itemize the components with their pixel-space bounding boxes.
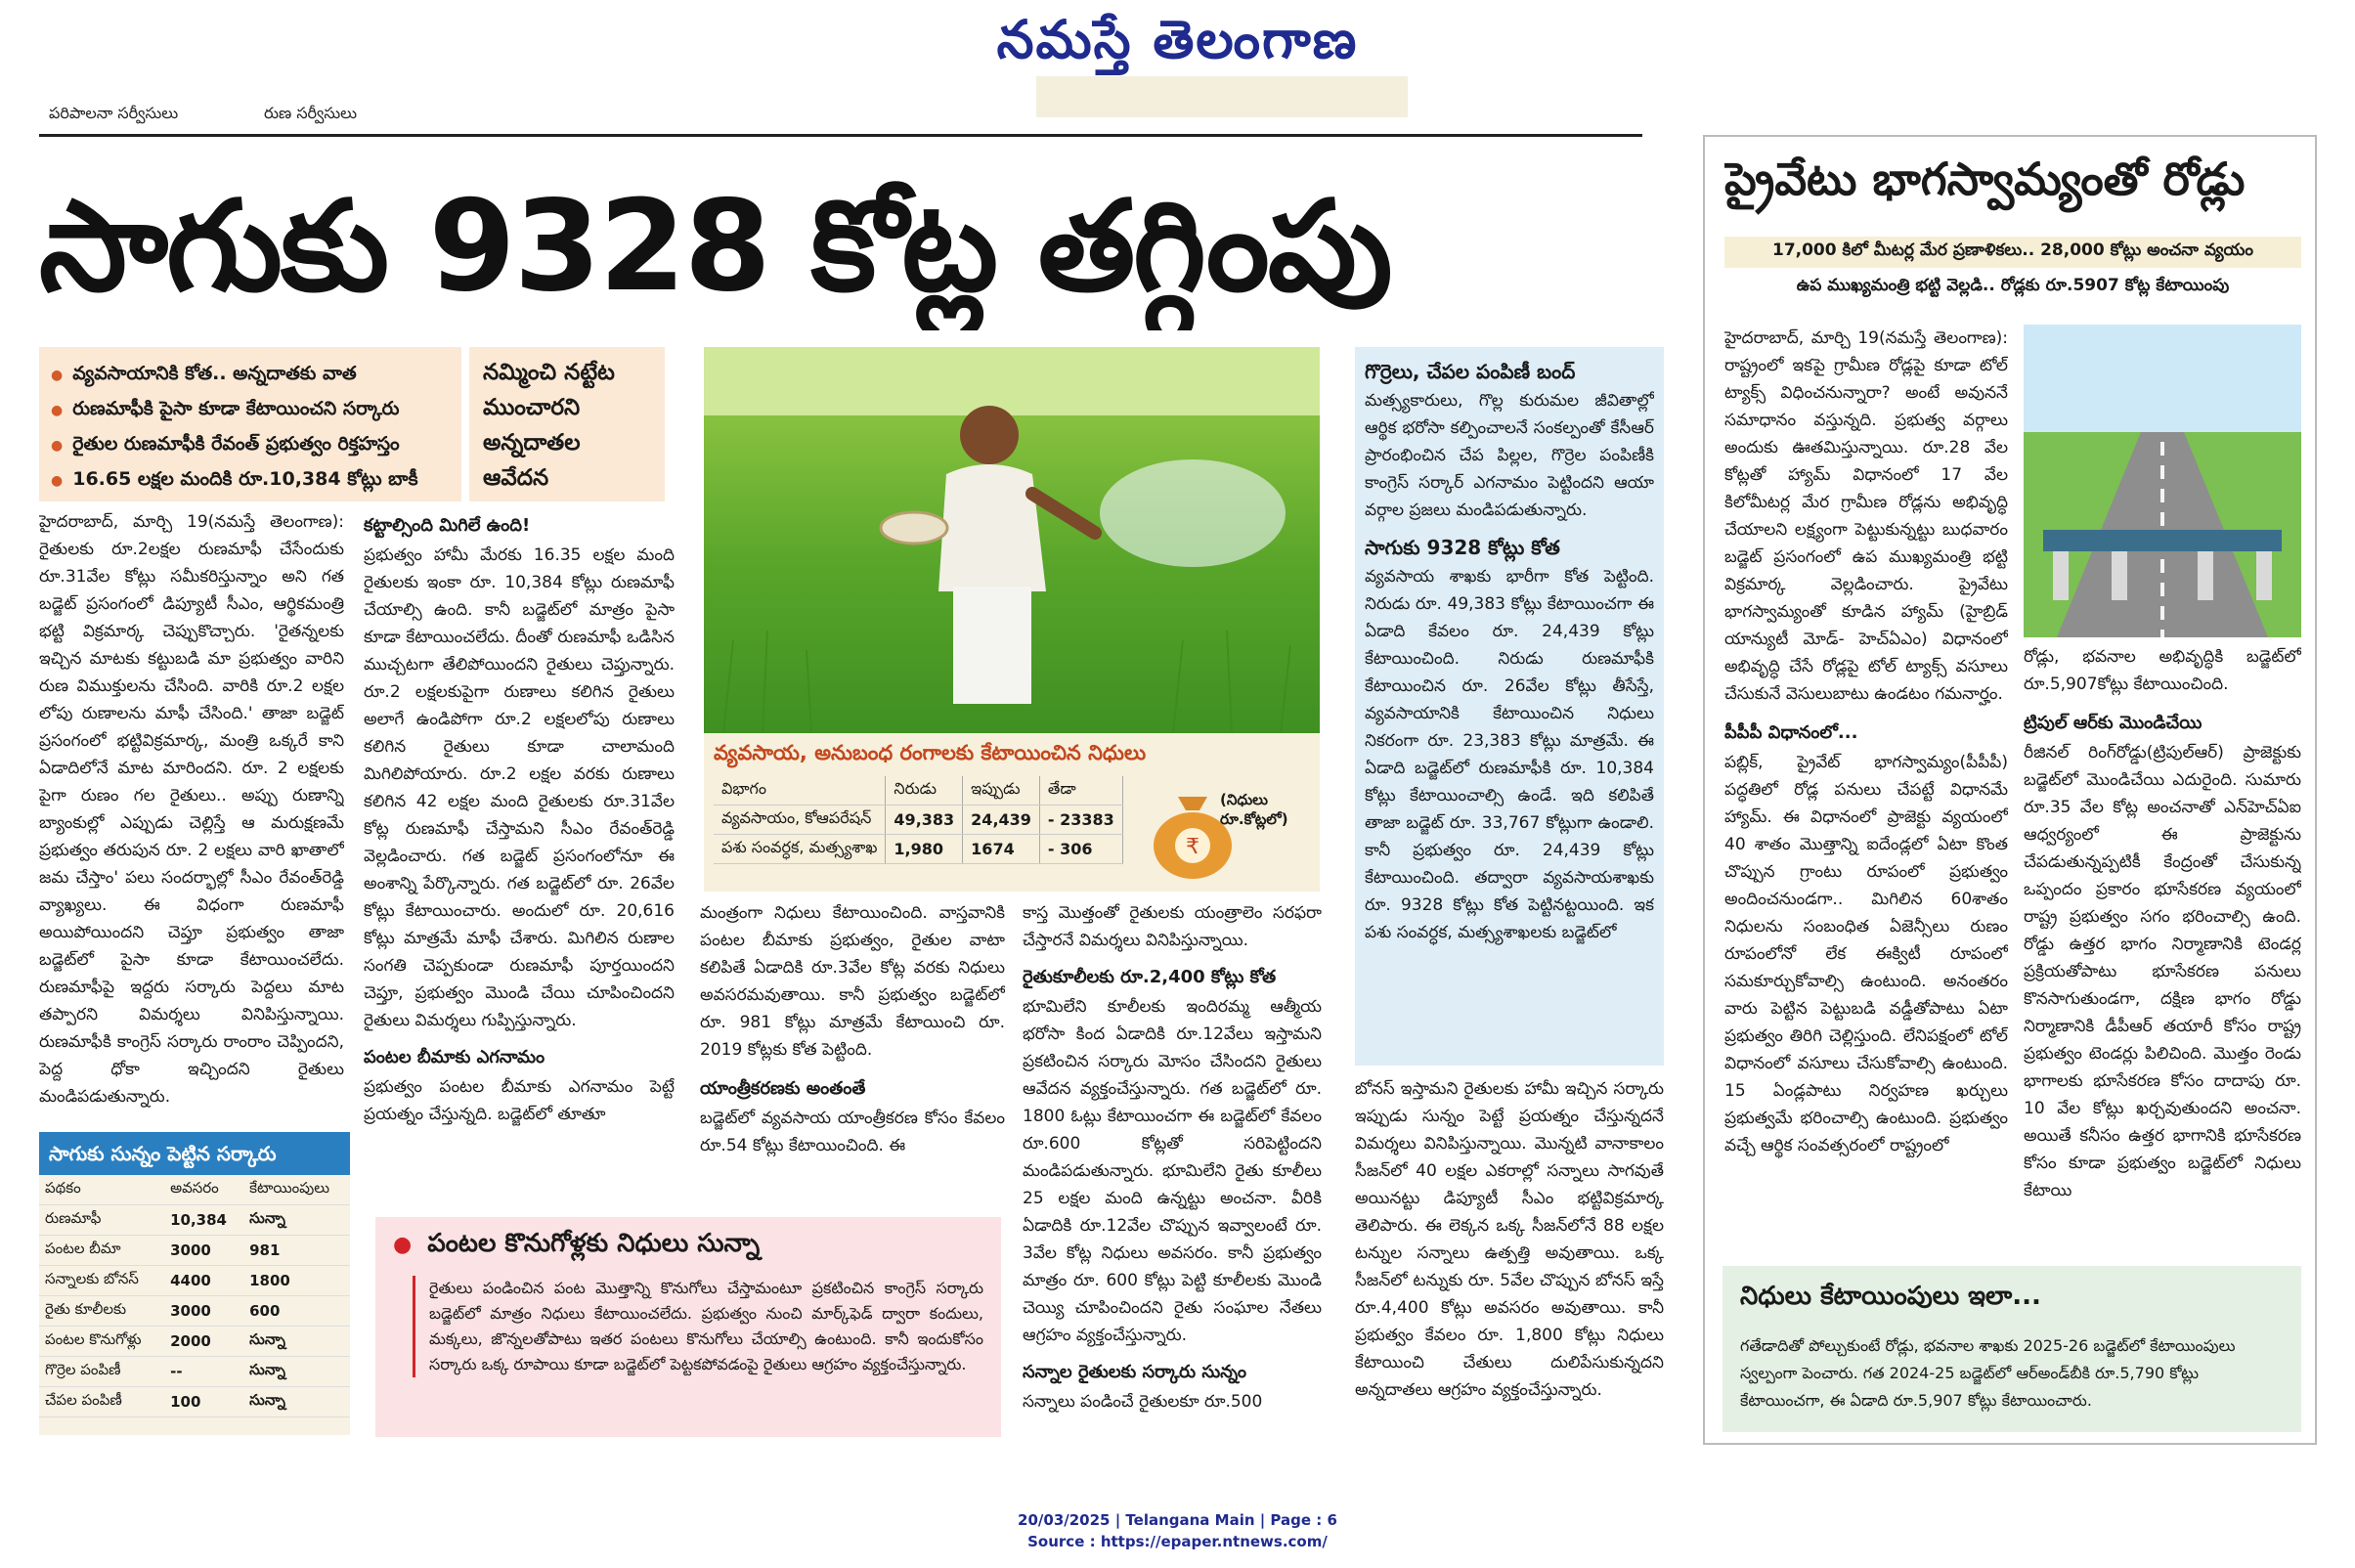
roads-story-title: ప్రైవేటు భాగస్వామ్యంతో రోడ్లు [1724, 152, 2246, 205]
column-text: సన్నాలు పండించే రైతులకూ రూ.500 [1023, 1392, 1263, 1412]
table-cell: సున్నా [243, 1327, 350, 1357]
table-header: విభాగం [714, 776, 886, 806]
masthead-title: నమస్తే తెలంగాణ [996, 8, 1359, 70]
article-column-4 [1023, 899, 1322, 1442]
road-illustration-graphic [2024, 325, 2301, 637]
bullet-item: ● వ్యవసాయానికి కోత.. అన్నదాతకు వాత [51, 357, 450, 392]
table-cell: 3000 [164, 1296, 243, 1327]
column-text: ప్రభుత్వం పంటల బీమాకు ఎగనామం పెట్టే ప్రయత్నం చేస్తున్నది. బడ్జెట్‌లో తూతూ [364, 1077, 675, 1124]
table-cell: 49,383 [886, 806, 963, 835]
allocations-title: నిధులు కేటాయింపులు ఇలా... [1740, 1282, 2041, 1311]
top-strip-shade [1036, 76, 1408, 117]
article-column-5: బోనస్ ఇస్తామని రైతులకు హామీ ఇచ్చిన సర్కారు ఇప్పుడు సున్నం పెట్టే ప్రయత్నం చేస్తున్నదనే విమర్శలు వినిపిస్తున్నాయి. మొన్నటి వానాకాలం సీజన్‌లో 40 లక్షల ఎకరాల్లో సన్నాలు సాగవుతే అయినట్టు డిప్యూటీ సీఎం భట్టివిక్రమార్క తెలిపారు. ఈ లెక్కన ఒక్క సీజన్‌లోనే 88 లక్షల టన్నుల సన్నాలు ఉత్పత్తి అవుతాయి. ఒక్క సీజన్‌లో టన్నుకు రూ. 5వేల చొప్పున బోనస్ ఇస్తే రూ.4,400 కోట్లు అవసరం అవుతాయి. కానీ ప్రభుత్వం కేవలం రూ. 1,800 కోట్లు నిధులు కేటాయించి చేతులు దులిపేసుకున్నదని అన్నదాతలు ఆగ్రహం వ్యక్తంచేస్తున్నారు. [1355, 1079, 1664, 1400]
table-header: నిరుడు [886, 776, 963, 806]
table-cell: గొర్రెల పంపిణీ [39, 1357, 164, 1387]
table-cell: 24,439 [963, 806, 1040, 835]
table-cell: రుణమాఫీ [39, 1205, 164, 1236]
article-column-1: హైదరాబాద్, మార్చి 19(నమస్తే తెలంగాణ): రైతులకు రూ.2లక్షల రుణమాఫీ చేసేందుకు రూ.31వేల కోట్లు సమీకరిస్తున్నాం అని గత బడ్జెట్ ప్రసంగంలో డిప్యూటీ సీఎం, ఆర్థికమంత్రి భట్టి విక్రమార్క చెప్పుకొచ్చారు. 'రైతన్నలకు ఇచ్చిన మాటకు కట్టుబడి మా ప్రభుత్వం వారిని రుణ విముక్తులను చేసింది. వారికి రూ.2 లక్షల లోపు రుణాలను మాఫీ చేసింది.' తాజా బడ్జెట్ ప్రసంగంలో భట్టివిక్రమార్క, మంత్రి ఒక్కరే కాని ఏడాదిలోనే మాట మారిందని. రూ. 2 లక్షలకు పైగా రుణం గల రైతులు.. అప్పు రుణాన్ని బ్యాంకుల్లో ఎప్పుడు చెల్లిస్తే ఆ మరుక్షణమే ప్రభుత్వం తరుపున రూ. 2 లక్షలు వారి ఖాతాలో జమ చేస్తాం' పలు సందర్భాల్లో సీఎం రేవంత్‌రెడ్డి వ్యాఖ్యలు. ఈ విధంగా రుణమాఫీ అయిపోయిందని చెప్తూ ప్రభుత్వం తాజా బడ్జెట్‌లో పైసా కూడా కేటాయించలేదు. రుణమాఫీపై ఇద్దరు సర్కారు పెద్దలు మాట తప్పారని విమర్శలు వినిపిస్తున్నాయి. రుణమాఫీకి కాంగ్రెస్ సర్కారు రాంరాం చెప్పిందని, పెద్ద ధోకా ఇచ్చిందని రైతులు మండిపడుతున్నారు. [39, 512, 344, 1107]
subhead: పీపీపీ విధానంలో... [1724, 722, 1858, 743]
table-cell: పంటల బీమా [39, 1236, 164, 1266]
farmer-illustration [704, 347, 1320, 733]
blue-sidebar-text [1365, 354, 1654, 1060]
top-strip-label-2: రుణ సర్వీసులు [264, 104, 358, 122]
table-cell: 1674 [963, 835, 1040, 864]
table-cell: సున్నా [243, 1357, 350, 1387]
table-row [39, 1387, 350, 1417]
table-cell: చేపల పంపిణీ [39, 1387, 164, 1417]
subhead: యాంత్రీకరణకు అంతంతే [700, 1078, 866, 1099]
svg-text:₹: ₹ [1186, 835, 1199, 859]
masthead [0, 8, 2355, 84]
table-header-row [714, 776, 1122, 806]
table-row [39, 1236, 350, 1266]
column-text: హైదరాబాద్, మార్చి 19(నమస్తే తెలంగాణ): రాష్ట్రంలో ఇకపై గ్రామీణ రోడ్లపై కూడా టోల్ ట్యాక్స్ విధించనున్నారా? అంటే అవుననే సమాధానం వస్తున్నది. ప్రభుత్వ వర్గాలు అందుకు ఊతమిస్తున్నాయి. రూ.28 వేల కోట్లతో హ్యామ్ విధానంలో 17 వేల కిలోమీటర్ల మేర గ్రామీణ రోడ్లను అభివృద్ధి చేయాలని లక్ష్యంగా పెట్టుకున్నట్టు బుధవారం బడ్జెట్ ప్రసంగంలో ఉప ముఖ్యమంత్రి భట్టి విక్రమార్క వెల్లడించారు. ప్రైవేటు భాగస్వామ్యంతో కూడిన హ్యామ్ (హైబ్రిడ్ యాన్యుటీ మోడ్- హెచ్ఏఎం) విధానంలో అభివృద్ధి చేసే రోడ్లపై టోల్ ట్యాక్స్ వసూలు చేసుకునే వెసులుబాటు ఉండటం గమనార్హం. [1724, 328, 2008, 704]
table-cell: 10,384 [164, 1205, 243, 1236]
table-cell: వ్యవసాయం, కోఆపరేషన్ [714, 806, 886, 835]
table-cell: 981 [243, 1236, 350, 1266]
allocation-table [714, 776, 1123, 864]
table-cell: 2000 [164, 1327, 243, 1357]
unit-note: (నిధులు రూ.కోట్లలో) [1220, 791, 1288, 828]
top-strip [39, 76, 1642, 137]
table-row [714, 806, 1122, 835]
crop-procurement-box [375, 1217, 1001, 1437]
table-row [39, 1205, 350, 1236]
column-text: ప్రభుత్వం హామీ మేరకు 16.35 లక్షల మంది రైతులకు ఇంకా రూ. 10,384 కోట్లు రుణమాఫీ చేయాల్సి ఉంది. కానీ బడ్జెట్‌లో మాత్రం పైసా కూడా కేటాయించలేదు. దీంతో రుణమాఫీ ఒడిసిన ముచ్చటగా తేలిపోయిందని రైతులు చెప్తున్నారు. రూ.2 లక్షలకుపైగా రుణాలు కలిగిన రైతులు అలాగే ఉండిపోగా రూ.2 లక్షలలోపు రుణాలు కలిగిన రైతులు కూడా చాలామంది మిగిలిపోయారు. రూ.2 లక్షల వరకు రుణాలు కలిగిన 42 లక్షల మంది రైతులకు రూ.31వేల కోట్ల రుణమాఫీ చేస్తామని సీఎం రేవంత్‌రెడ్డి వెల్లడించారు. గత బడ్జెట్ ప్రసంగంలోనూ ఈ అంశాన్ని పేర్కొన్నారు. గత బడ్జెట్‌లో రూ. 26వేల కోట్లు కేటాయించారు. అందులో రూ. 20,616 కోట్లు మాత్రమే మాఫీ చేశారు. మిగిలిన రుణాల సంగతి చెప్పకుండా రుణమాఫీ పూర్తయిందని చెప్తూ, ప్రభుత్వం మొండి చేయి చూపించిందని రైతులు విమర్శలు గుప్పిస్తున్నారు. [364, 545, 675, 1030]
crop-procurement-text: రైతులు పండించిన పంట మొత్తాన్ని కొనుగోలు చేస్తామంటూ ప్రకటించిన కాంగ్రెస్ సర్కారు బడ్జెట్‌లో మాత్రం నిధులు కేటాయించలేదు. ప్రభుత్వం నుంచి మార్క్‌ఫెడ్ ద్వారా కందులు, మక్కలు, జొన్నలతోపాటు ఇతర పంటలు కొనుగోలు చేయాల్సి ఉంటుంది. కానీ ఇందుకోసం సర్కారు ఒక్క రూపాయి కూడా బడ్జెట్‌లో పెట్టకపోవడంపై రైతులు ఆగ్రహం వ్యక్తంచేస్తున్నారు. [413, 1276, 983, 1377]
roads-column-1 [1724, 325, 2008, 1263]
footer-date-line: 20/03/2025 | Telangana Main | Page : 6 [1018, 1511, 1337, 1529]
subhead: సాగుకు 9328 కోట్లు కోత [1365, 536, 1560, 559]
allocations-box [1723, 1266, 2301, 1432]
column-text: పబ్లిక్, ప్రైవేట్ భాగస్వామ్యం(పీపీపీ) పద్ధతిలో రోడ్ల పనులు చేపట్టే విధానమే హ్యామ్. ఈ విధానంలో ప్రాజెక్టు వ్యయంలో 40 శాతం మొత్తాన్ని ఐదేండ్లలో ఏటా కొంత చొప్పున గ్రాంటు రూపంలో ప్రభుత్వం అందించనుండగా.. మిగిలిన 60శాతం నిధులను సంబంధిత ఏజెన్సీలు రుణం రూపంలోనో లేక ఈక్విటీ రూపంలో సమకూర్చుకోవాల్సి ఉంటుంది. అనంతరం వారు పెట్టిన పెట్టుబడి వడ్డీతోపాటు ఏటా ప్రభుత్వం తిరిగి చెల్లిస్తుంది. లేనిపక్షంలో టోల్ విధానంలో వసూలు చేసుకోవాల్సి ఉంటుంది. 15 ఏండ్లపాటు నిర్వహణ ఖర్చులు ప్రభుత్వమే భరించాల్సి ఉంటుంది. ప్రభుత్వం వచ్చే ఆర్థిక సంవత్సరంలో రాష్ట్రంలో [1724, 753, 2008, 1155]
subhead: కట్టాల్సింది మిగిలే ఉంది! [364, 515, 531, 536]
bullet-item: ● 16.65 లక్షల మందికి రూ.10,384 కోట్లు బాకీ [51, 462, 450, 498]
table-cell: 1,980 [886, 835, 963, 864]
table-header: కేటాయింపులు [243, 1175, 350, 1205]
table-header-row [39, 1175, 350, 1205]
table-cell: 1800 [243, 1266, 350, 1296]
table-cell: 600 [243, 1296, 350, 1327]
budget-cut-table [39, 1132, 350, 1435]
table-cell: 3000 [164, 1236, 243, 1266]
subhead: గొర్రెలు, చేపల పంపిణీ బంద్ [1365, 360, 1576, 383]
top-strip-label-1: పరిపాలనా సర్వీసులు [49, 104, 179, 122]
column-text: కాస్త మొత్తంతో రైతులకు యంత్రాలెం సరఫరా చేస్తారనే విమర్శలు వినిపిస్తున్నాయి. [1023, 903, 1322, 950]
column-text: భూమిలేని కూలీలకు ఇందిరమ్మ ఆత్మీయ భరోసా కింద ఏడాదికి రూ.12వేలు ఇస్తామని ప్రకటించిన సర్కారు మోసం చేసిందని రైతులు ఆవేదన వ్యక్తంచేస్తున్నారు. గత బడ్జెట్‌లో రూ. 1800 ఓట్లు కేటాయించగా ఈ బడ్జెట్‌లో కేవలం రూ.600 కోట్లతో సరిపెట్టిందని మండిపడుతున్నారు. భూమిలేని రైతు కూలీలు 25 లక్షల మంది ఉన్నట్టు అంచనా. వీరికి ఏడాదికి రూ.12వేల చొప్పున ఇవ్వాలంటే రూ. 3వేల కోట్ల నిధులు అవసరం. కానీ ప్రభుత్వం మాత్రం రూ. 600 కోట్లు పెట్టి కూలీలకు మొండి చెయ్యి చూపించిందని రైతు సంఘాల నేతలు ఆగ్రహం వ్యక్తంచేస్తున్నారు. [1023, 997, 1322, 1345]
table-cell: పంటల కొనుగోళ్లు [39, 1327, 164, 1357]
road-toll-illustration [2024, 325, 2301, 637]
allocation-table-title: వ్యవసాయ, అనుబంధ రంగాలకు కేటాయించిన నిధులు [714, 741, 1147, 764]
column-text: బడ్జెట్‌లో వ్యవసాయ యాంత్రీకరణ కోసం కేవలం రూ.54 కోట్లు కేటాయించింది. ఈ [700, 1109, 1005, 1155]
table-header: అవసరం [164, 1175, 243, 1205]
table-row [39, 1327, 350, 1357]
table-cell: సున్నా [243, 1205, 350, 1236]
article-column-2 [364, 508, 675, 1207]
table-cell: - 23383 [1039, 806, 1122, 835]
roads-story-box [1703, 135, 2317, 1445]
table-cell: - 306 [1039, 835, 1122, 864]
money-bag-icon [1139, 777, 1246, 885]
roads-story-subtitle-1: 17,000 కిలో మీటర్ల మేర ప్రణాళికలు.. 28,000 కోట్లు అంచనా వ్యయం [1724, 237, 2301, 268]
subhead: పంటల బీమాకు ఎగనామం [364, 1047, 545, 1067]
table-header: తేడా [1039, 776, 1122, 806]
budget-cut-grid [39, 1175, 350, 1417]
column-text: రీజినల్ రింగ్‌రోడ్డు(ట్రిపుల్‌ఆర్) ప్రాజెక్టుకు బడ్జెట్‌లో మొండిచేయి ఎదురైంది. సుమారు రూ.35 వేల కోట్ల అంచనాతో ఎన్‌హెచ్ఏఐ ఆధ్వర్యంలో ఈ ప్రాజెక్టును చేపడుతున్నప్పటికీ కేంద్రంతో చేసుకున్న ఒప్పందం ప్రకారం భూసేకరణ వ్యయంలో రాష్ట్ర ప్రభుత్వం సగం భరించాల్సి ఉంది. రోడ్డు ఉత్తర భాగం నిర్మాణానికి టెండర్ల ప్రక్రియతోపాటు భూసేకరణ పనులు కొనసాగుతుండగా, దక్షిణ భాగం రోడ్డు నిర్మాణానికి డీపీఆర్ తయారీ కోసం రాష్ట్ర ప్రభుత్వం టెండర్లు పిలిచింది. మొత్తం రెండు భాగాలకు భూసేకరణ కోసం దాదాపు రూ. 10 వేల కోట్లు ఖర్చవుతుందని అంచనా. అయితే కనీసం ఉత్తర భాగానికి భూసేకరణ కోసం కూడా ప్రభుత్వం బడ్జెట్‌లో నిధులు కేటాయి [2024, 743, 2301, 1200]
column-text: వ్యవసాయ శాఖకు భారీగా కోత పెట్టింది. నిరుడు రూ. 49,383 కోట్లు కేటాయించగా ఈ ఏడాది కేవలం రూ. 24,439 కోట్లు కేటాయించింది. నిరుడు రుణమాఫీకి కేటాయించిన రూ. 26వేల కోట్లు తీసేస్తే, వ్యవసాయానికి కేటాయించిన నిధులు నికరంగా రూ. 23,383 కోట్లు మాత్రమే. ఈ ఏడాది బడ్జెట్‌లో రుణమాఫీకి రూ. 10,384 కోట్లు కేటాయించాల్సి ఉండే. ఇది కలిపితే తాజా బడ్జెట్ రూ. 33,767 కోట్లుగా ఉండాలి. కానీ ప్రభుత్వం రూ. 24,439 కోట్లు కేటాయించింది. తద్వారా వ్యవసాయశాఖకు రూ. 9328 కోట్లు కోత పెట్టినట్టయింది. ఇక పశు సంవర్ధక, మత్స్యశాఖలకు బడ్జెట్‌లో [1365, 567, 1654, 942]
roads-story-subtitle-2: ఉప ముఖ్యమంత్రి భట్టి వెల్లడి.. రోడ్లకు రూ.5907 కోట్ల కేటాయింపు [1796, 276, 2230, 295]
table-row [39, 1266, 350, 1296]
roads-column-2 [2024, 643, 2301, 1263]
table-cell: -- [164, 1357, 243, 1387]
table-header: పథకం [39, 1175, 164, 1205]
table-row [39, 1357, 350, 1387]
table-cell: రైతు కూలీలకు [39, 1296, 164, 1327]
bullet-item: ● రైతుల రుణమాఫీకి రేవంత్ ప్రభుత్వం రిక్తహస్తం [51, 427, 450, 462]
article-column-3 [700, 899, 1005, 1212]
subhead: ట్రిపుల్ ఆర్‌కు మొండిచేయి [2024, 713, 2202, 733]
column-text: మత్స్యకారులు, గొల్ల కురుమల జీవితాల్లో ఆర్థిక భరోసా కల్పించాలనే సంకల్పంతో కేసీఆర్ ప్రారంభించిన చేప పిల్లల, గొర్రెల పంపిణీకి కాంగ్రెస్ సర్కార్ ఎగనామం పెట్టిందని ఆయా వర్గాల ప్రజలు మండిపడుతున్నారు. [1365, 391, 1654, 520]
table-cell: పశు సంవర్ధక, మత్స్యశాఖ [714, 835, 886, 864]
column-text: మంత్రంగా నిధులు కేటాయించింది. వాస్తవానికి పంటల బీమాకు ప్రభుత్వం, రైతుల వాటా కలిపితే ఏడాదికి రూ.3వేల కోట్ల వరకు నిధులు అవసరమవుతాయి. కానీ ప్రభుత్వం బడ్జెట్‌లో రూ. 981 కోట్లు మాత్రమే కేటాయించి రూ. 2019 కోట్లకు కోత పెట్టింది. [700, 903, 1005, 1060]
subhead: రైతుకూలీలకు రూ.2,400 కోట్లు కోత [1023, 967, 1277, 987]
budget-cut-table-title: సాగుకు సున్నం పెట్టిన సర్కారు [39, 1132, 350, 1175]
bullet-item: ● రుణమాఫీకి పైసా కూడా కేటాయించని సర్కారు [51, 392, 450, 427]
table-row [714, 835, 1122, 864]
table-cell: 4400 [164, 1266, 243, 1296]
summary-bullets [39, 347, 461, 501]
farmer-photo [704, 347, 1320, 733]
table-cell: సన్నాలకు బోనస్ [39, 1266, 164, 1296]
main-headline: సాగుకు 9328 కోట్ల తగ్గింపు [39, 174, 1391, 320]
table-cell: సున్నా [243, 1387, 350, 1417]
column-text: రోడ్లు, భవనాల అభివృద్ధికి బడ్జెట్‌లో రూ.5,907కోట్లు కేటాయించింది. [2024, 647, 2301, 694]
deck-quote: నమ్మించి నట్టేట ముంచారని అన్నదాతల ఆవేదన [469, 347, 665, 501]
table-cell: 100 [164, 1387, 243, 1417]
allocations-text: గతేడాదితో పోల్చుకుంటే రోడ్లు, భవనాల శాఖకు 2025-26 బడ్జెట్‌లో కేటాయింపులు స్వల్పంగా పెంచారు. గత 2024-25 బడ్జెట్‌లో ఆర్‌అండ్‌బీకి రూ.5,790 కోట్లు కేటాయించగా, ఈ ఏడాది రూ.5,907 కోట్లు కేటాయించారు. [1740, 1336, 2236, 1410]
crop-procurement-title: ● పంటల కొనుగోళ్లకు నిధులు సున్నా [393, 1229, 983, 1264]
table-row [39, 1296, 350, 1327]
page-footer [0, 1509, 2355, 1552]
footer-source-link[interactable]: Source : https://epaper.ntnews.com/ [1027, 1533, 1328, 1550]
table-header: ఇప్పుడు [963, 776, 1040, 806]
subhead: సన్నాల రైతులకు సర్కారు సున్నం [1023, 1362, 1247, 1382]
